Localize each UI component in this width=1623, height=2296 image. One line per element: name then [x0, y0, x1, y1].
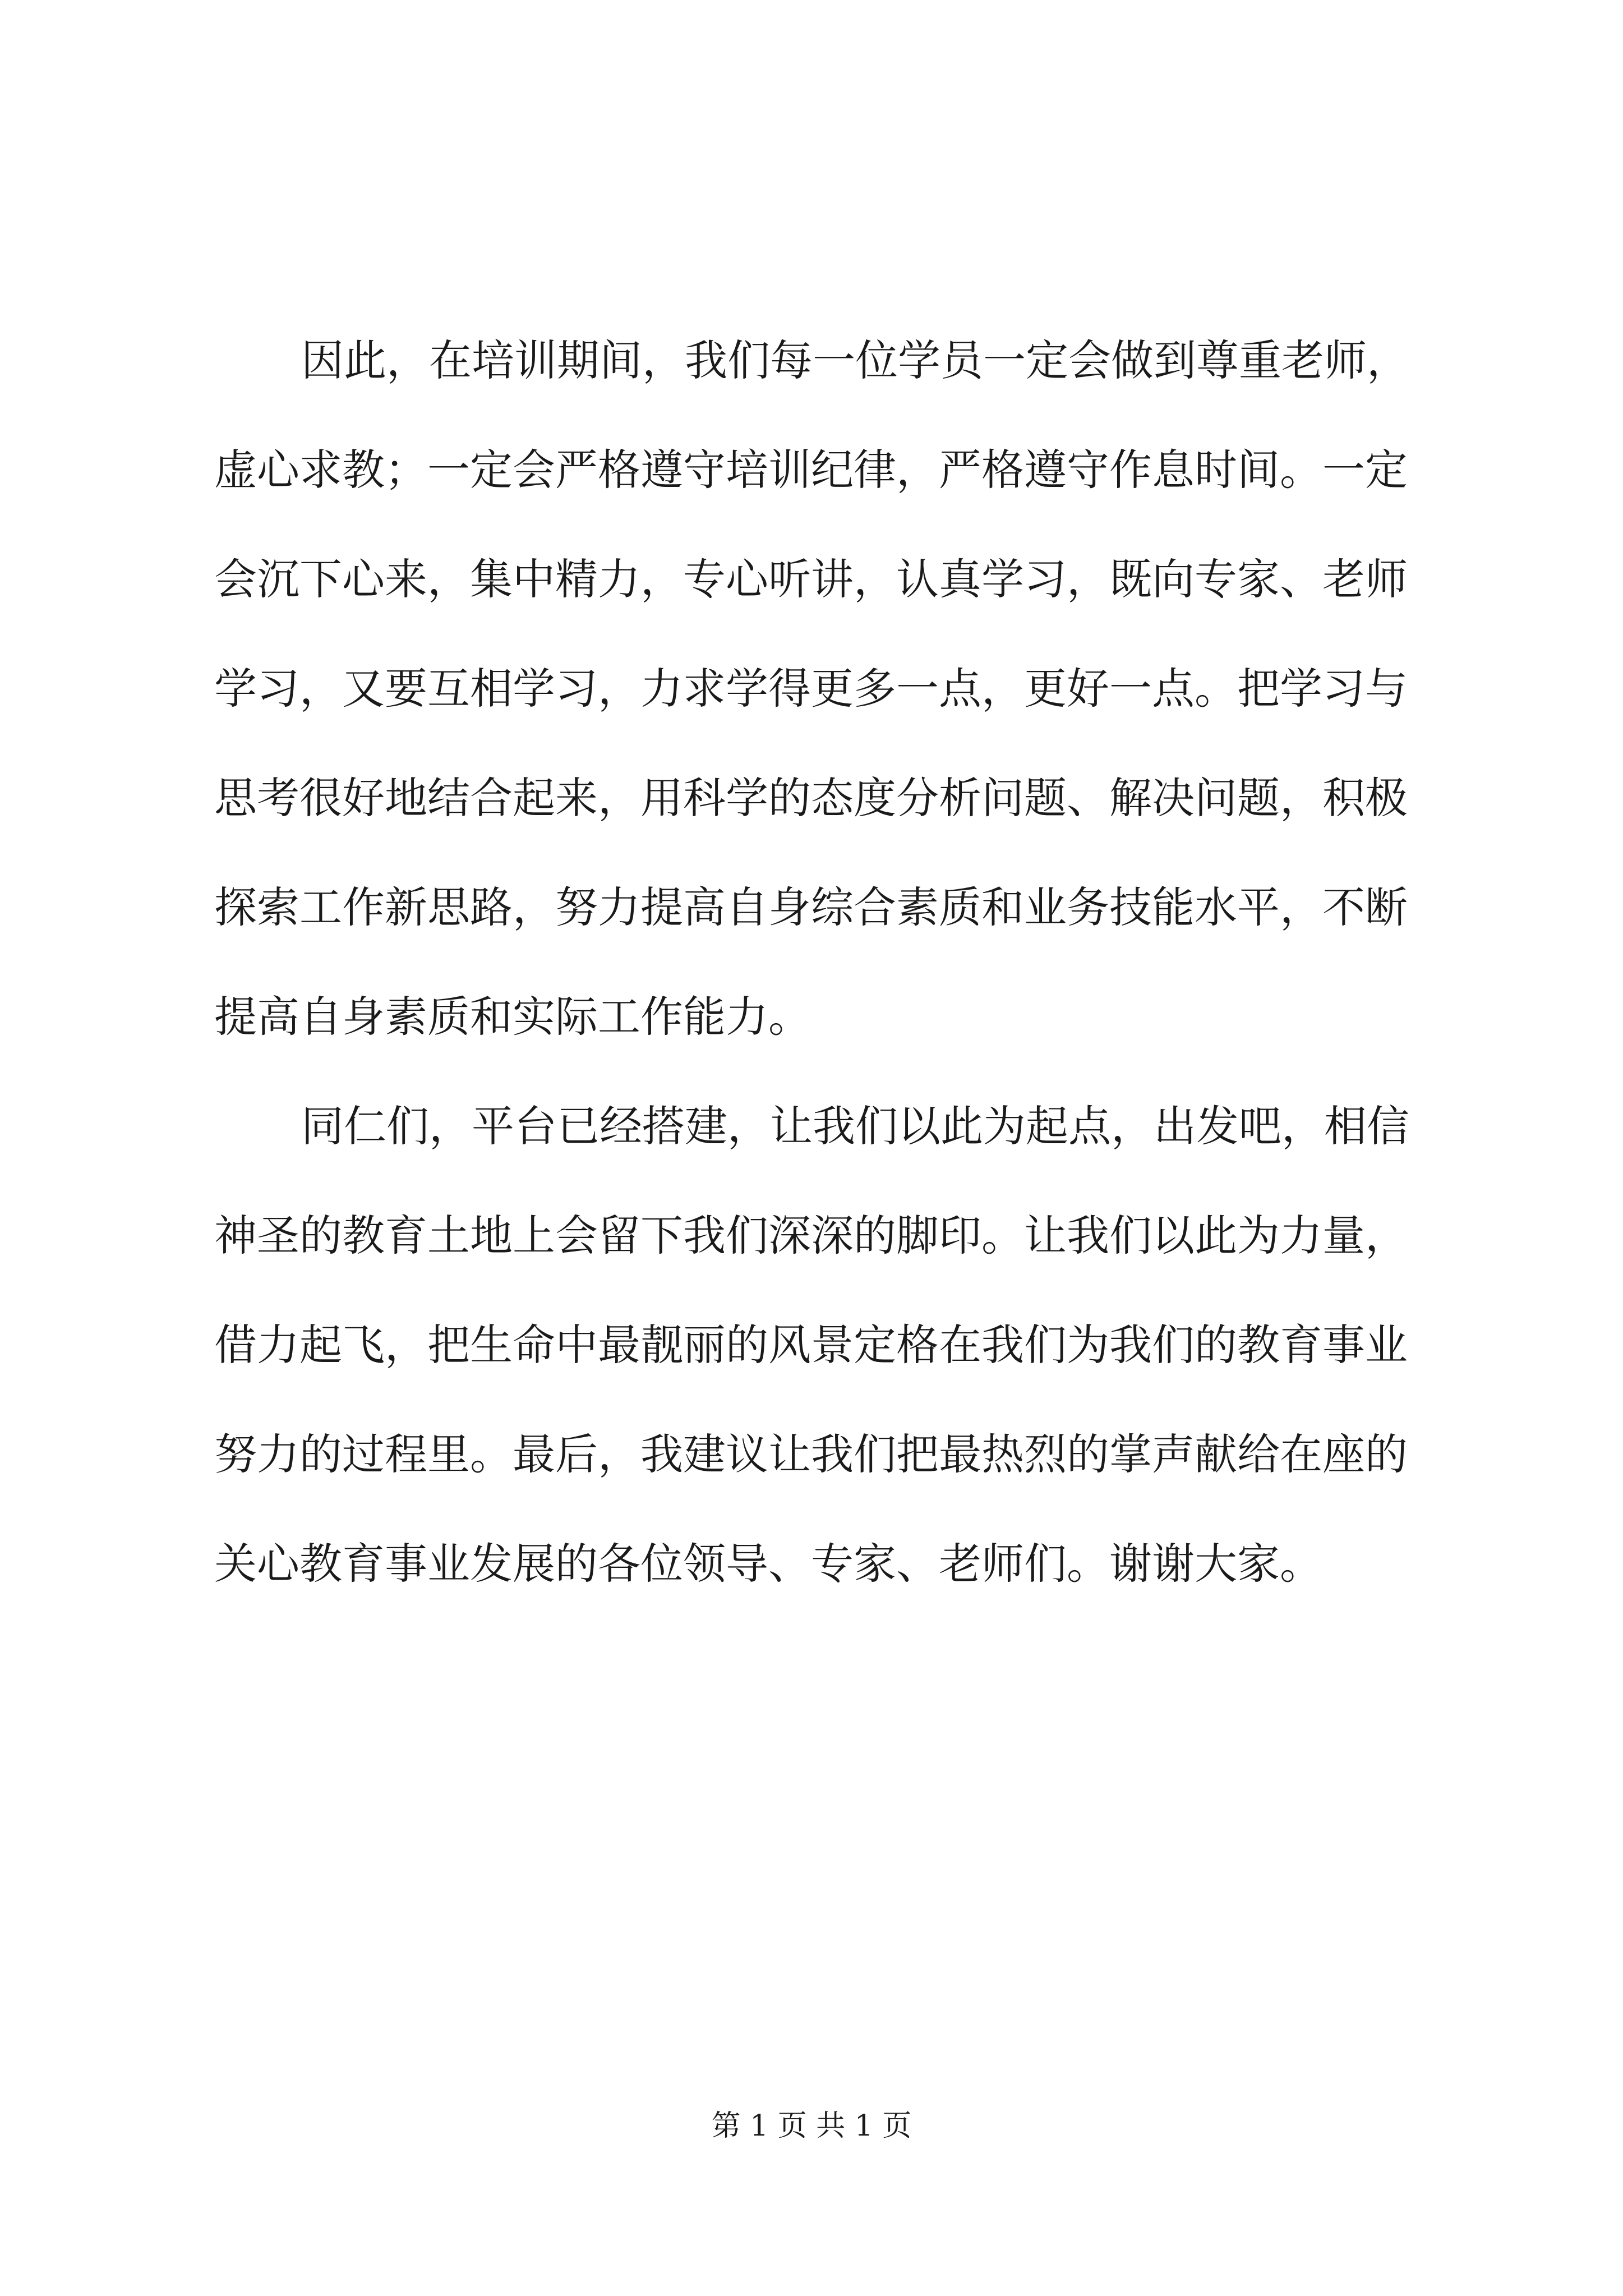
paragraph-1	[214, 306, 1431, 1071]
paragraph-line: 同仁们，平台已经搭建，让我们以此为起点，出发吧，相信	[301, 1101, 1409, 1151]
paragraph-2	[214, 1071, 1431, 1618]
document-body	[214, 306, 1431, 1618]
paragraph-line: 虚心求教；一定会严格遵守培训纪律，严格遵守作息时间。一定	[214, 445, 1408, 495]
paragraph-line: 因此，在培训期间，我们每一位学员一定会做到尊重老师，	[301, 335, 1409, 385]
paragraph-line: 会沉下心来，集中精力，专心听讲，认真学习，既向专家、老师	[214, 554, 1408, 604]
paragraph-line: 神圣的教育土地上会留下我们深深的脚印。让我们以此为力量，	[214, 1211, 1408, 1260]
page-footer: 第 1 页 共 1 页	[711, 2109, 912, 2143]
paragraph-line: 探索工作新思路，努力提高自身综合素质和业务技能水平，不断	[214, 882, 1408, 932]
paragraph-line: 学习，又要互相学习，力求学得更多一点，更好一点。把学习与	[214, 664, 1408, 714]
paragraph-line: 努力的过程里。最后，我建议让我们把最热烈的掌声献给在座的	[214, 1429, 1408, 1479]
paragraph-line: 借力起飞，把生命中最靓丽的风景定格在我们为我们的教育事业	[214, 1320, 1408, 1370]
paragraph-line: 思考很好地结合起来，用科学的态度分析问题、解决问题，积极	[214, 773, 1408, 823]
paragraph-line: 关心教育事业发展的各位领导、专家、老师们。谢谢大家。	[214, 1539, 1322, 1589]
paragraph-line: 提高自身素质和实际工作能力。	[214, 992, 811, 1042]
